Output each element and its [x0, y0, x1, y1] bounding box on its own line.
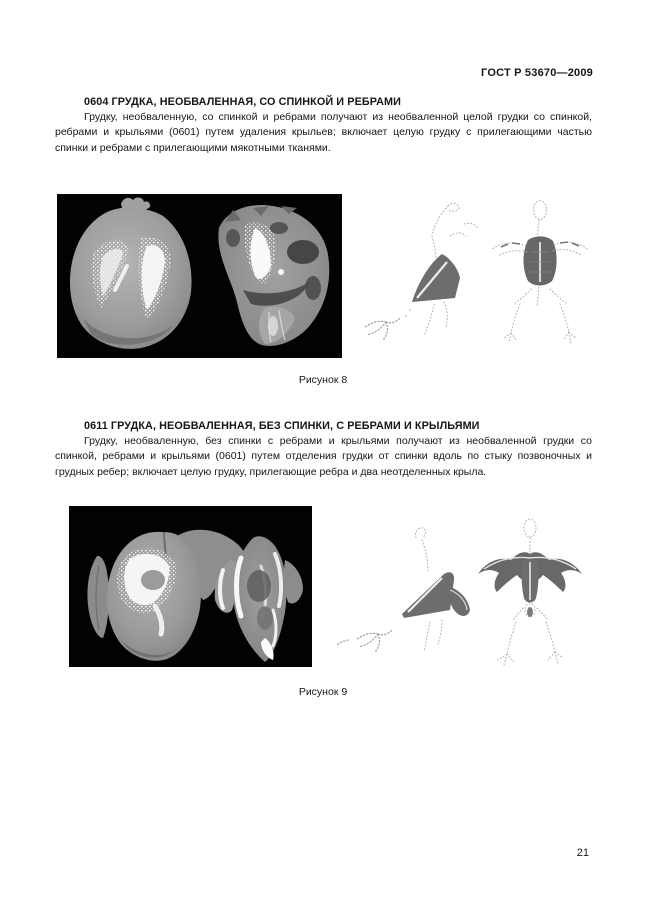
- figure8-photo: [57, 194, 342, 358]
- section-heading-0604: 0604 ГРУДКА, НЕОБВАЛЕННАЯ, СО СПИНКОЙ И РЕБРАМИ: [84, 96, 401, 108]
- section-heading-0611: 0611 ГРУДКА, НЕОБВАЛЕННАЯ, БЕЗ СПИНКИ, С РЕБРАМИ И КРЫЛЬЯМИ: [84, 420, 480, 432]
- figure-caption: Рисунок 9: [298, 686, 348, 698]
- figure-caption: Рисунок 8: [298, 374, 348, 386]
- skeleton-back-view: [492, 201, 587, 344]
- skeleton-side-view: [336, 528, 470, 652]
- figure9-skeleton-diagram: [330, 510, 602, 668]
- section-body-0604: Грудку, необваленную, со спинкой и ребрами получают из необваленной целой грудки со спинкой, ребрами и крыльями (0601) путем удаления крыльев; включает целую грудку с прилегающими частью спинки и ребрами с прилегающими мякотными тканями.: [55, 111, 592, 154]
- figure9-photo: [69, 506, 312, 667]
- figure8-skeleton-diagram: [330, 196, 602, 348]
- page-number: 21: [576, 847, 589, 859]
- skeleton-side-view: [364, 204, 478, 340]
- section-body-0611: Грудку, необваленную, без спинки с ребрами и крыльями получают из необваленной грудки со спинкой, ребрами и крыльями (0601) путем отделения грудки от спинки вдоль по стыку позвоночных и грудных ребер; включает целую грудку, прилегающие ребра и два неотделенных крыла.: [55, 435, 592, 478]
- skeleton-front-view: [478, 519, 582, 665]
- standard-reference: ГОСТ Р 53670—2009: [481, 67, 593, 79]
